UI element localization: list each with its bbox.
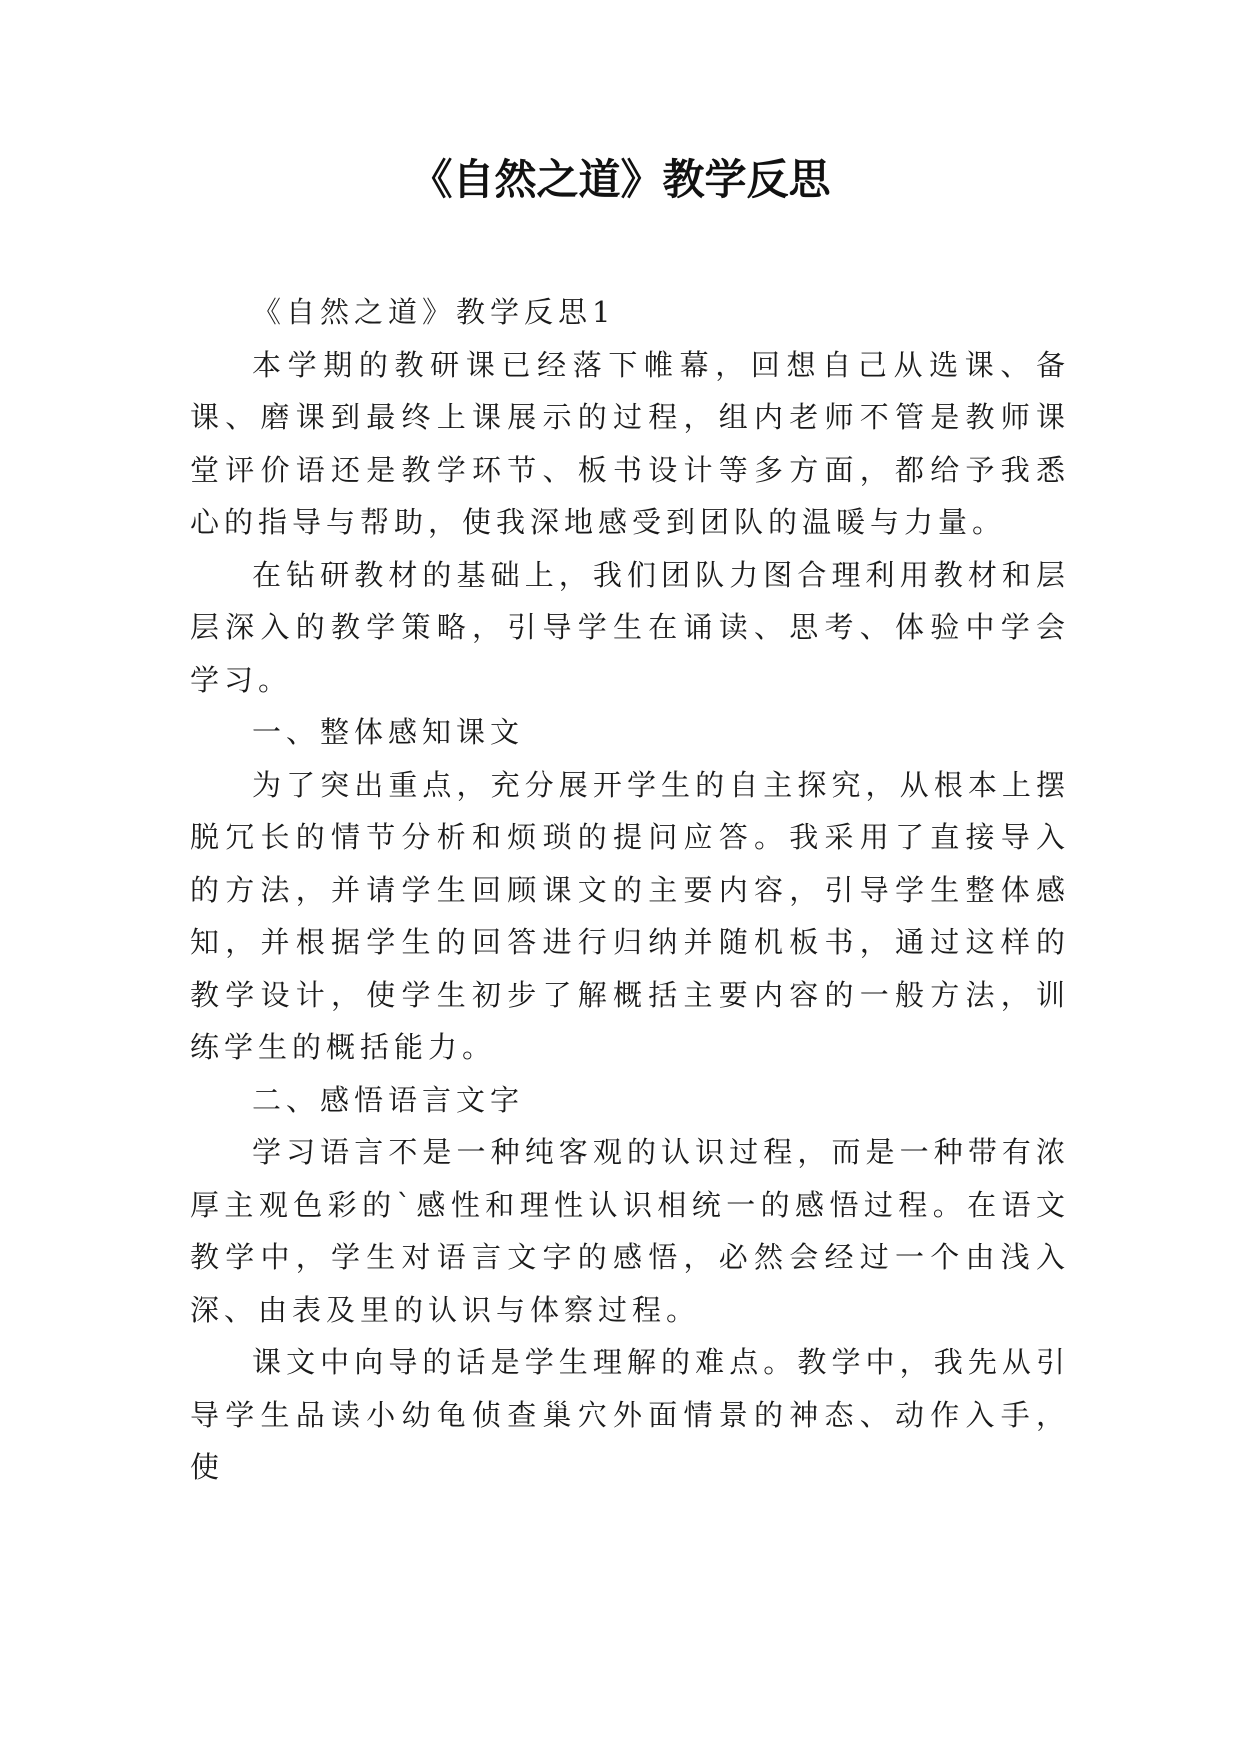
subsection-heading: 一、整体感知课文 <box>252 715 525 749</box>
subsection-heading: 二、感悟语言文字 <box>252 1082 525 1117</box>
document-body <box>190 286 1070 1494</box>
paragraph: 在钻研教材的基础上，我们团队力图合理利用教材和层层深入的教学策略，引导学生在诵读、思考、体验中学会学习。 <box>190 557 1070 697</box>
section-heading: 《自然之道》教学反思1 <box>252 295 616 329</box>
paragraph: 本学期的教研课已经落下帷幕，回想自己从选课、备课、磨课到最终上课展示的过程，组内老师不管是教师课堂评价语还是教学环节、板书设计等多方面，都给予我悉心的指导与帮助，使我深地感受到团队的温暖与力量。 <box>190 347 1070 539</box>
document-title: 《自然之道》教学反思 <box>410 155 831 204</box>
paragraph: 课文中向导的话是学生理解的难点。教学中，我先从引导学生品读小幼龟侦查巢穴外面情景的神态、动作入手，使 <box>190 1345 1070 1484</box>
paragraph: 学习语言不是一种纯客观的认识过程，而是一种带有浓厚主观色彩的`感性和理性认识相统一的感悟过程。在语文教学中，学生对语言文字的感悟，必然会经过一个由浅入深、由表及里的认识与体察过程。 <box>190 1135 1070 1327</box>
paragraph: 为了突出重点，充分展开学生的自主探究，从根本上摆脱冗长的情节分析和烦琐的提问应答。我采用了直接导入的方法，并请学生回顾课文的主要内容，引导学生整体感知，并根据学生的回答进行归纳并随机板书，通过这样的教学设计，使学生初步了解概括主要内容的一般方法，训练学生的概括能力。 <box>190 767 1070 1064</box>
